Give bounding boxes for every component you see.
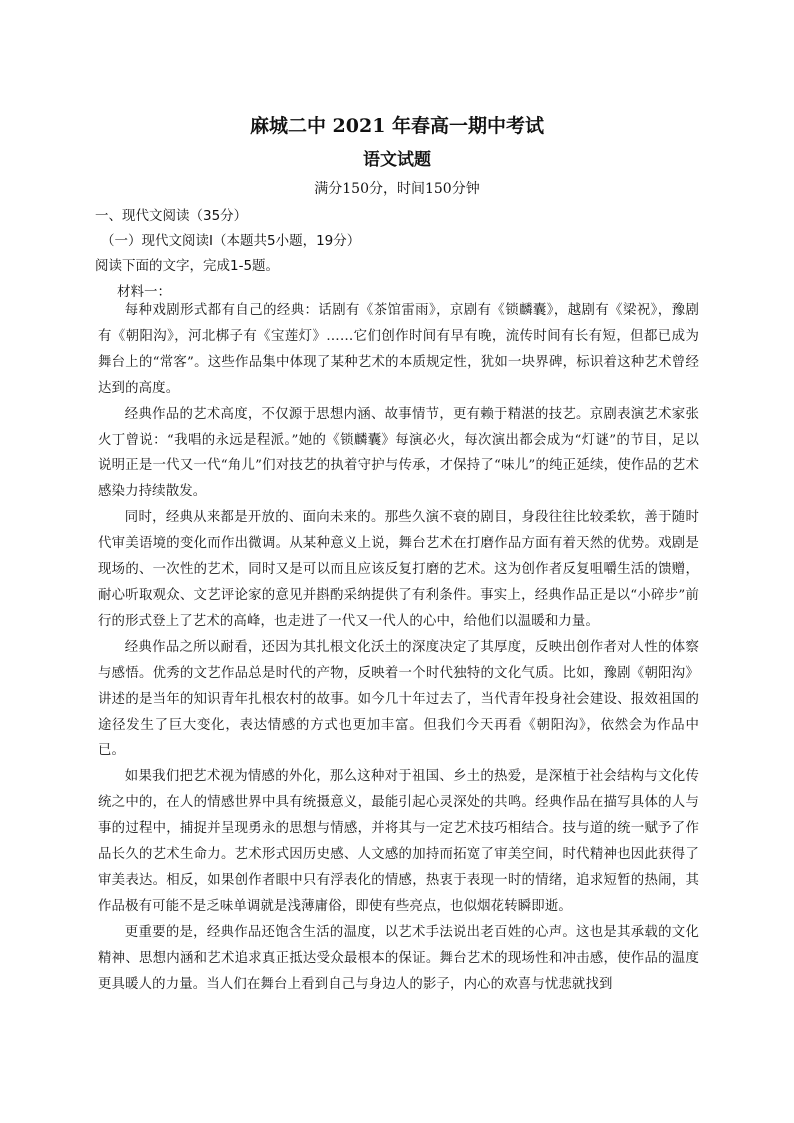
passage-paragraph: 经典作品的艺术高度，不仅源于思想内涵、故事情节，更有赖于精湛的技艺。京剧表演艺术家张火丁曾说：“我唱的永远是程派。”她的《锁麟囊》每演必火，每次演出都会成为“灯谜”的节目，足以说明正是一代又一代“角儿”们对技艺的执着守护与传承，才保持了“味儿”的纯正延续，使作品的艺术感染力持续散发。 bbox=[98, 406, 699, 500]
exam-info: 满分150分，时间150分钟 bbox=[314, 181, 480, 197]
passage-paragraph: 更重要的是，经典作品还饱含生活的温度，以艺术手法说出老百姓的心声。这也是其承载的文化精神、思想内涵和艺术追求真正抵达受众最根本的保证。舞台艺术的现场性和冲击感，使作品的温度更具暖人的力量。当人们在舞台上看到自己与身边人的影子，内心的欢喜与忧悲就找到 bbox=[98, 924, 699, 992]
passage-paragraph: 经典作品之所以耐看，还因为其扎根文化沃土的深度决定了其厚度，反映出创作者对人性的体察与感悟。优秀的文艺作品总是时代的产物，反映着一个时代独特的文化气质。比如，豫剧《朝阳沟》讲述的是当年的知识青年扎根农村的故事。如今几十年过去了，当代青年投身社会建设、报效祖国的途径发生了巨大变化，表达情感的方式也更加丰富。但我们今天再看《朝阳沟》，依然会为作品中已。 bbox=[98, 639, 699, 759]
reading-passage bbox=[98, 298, 699, 997]
material-label: 材料一： bbox=[117, 284, 171, 300]
passage-paragraph: 每种戏剧形式都有自己的经典：话剧有《茶馆雷雨》，京剧有《锁麟囊》，越剧有《梁祝》，豫剧有《朝阳沟》，河北梆子有《宝莲灯》……它们创作时间有早有晚，流传时间有长有短，但都已成为舞台上的“常客”。这些作品集中体现了某种艺术的本质规定性，犹如一块界碑，标识着这种艺术曾经达到的高度。 bbox=[98, 303, 699, 396]
subject-title: 语文试题 bbox=[363, 150, 431, 170]
subsection-heading: （一）现代文阅读Ⅰ（本题共5小题，19分） bbox=[101, 233, 361, 249]
passage-paragraph: 如果我们把艺术视为情感的外化，那么这种对于祖国、乡土的热爱，是深植于社会结构与文化传统之中的，在人的情感世界中具有统摄意义，最能引起心灵深处的共鸣。经典作品在描写具体的人与事的过程中，捕捉并呈现勇永的思想与情感，并将其与一定艺术技巧相结合。技与道的统一赋予了作品长久的艺术生命力。艺术形式因历史感、人文感的加持而拓宽了审美空间，时代精神也因此获得了审美表达。相反，如果创作者眼中只有浮表化的情感，热衷于表现一时的情绪，追求短暂的热闹，其作品极有可能不是乏味单调就是浅薄庸俗，即使有些亮点，也似烟花转瞬即逝。 bbox=[98, 769, 699, 914]
section-heading: 一、现代文阅读（35分） bbox=[95, 208, 248, 224]
exam-title: 麻城二中 2021 年春高一期中考试 bbox=[249, 115, 545, 137]
passage-paragraph: 同时，经典从来都是开放的、面向未来的。那些久演不衰的剧目，身段往往比较柔软，善于随时代审美语境的变化而作出微调。从某种意义上说，舞台艺术在打磨作品方面有着天然的优势。戏剧是现场的、一次性的艺术，同时又是可以而且应该反复打磨的艺术。这为创作者反复咀嚼生活的馈赠，耐心听取观众、文艺评论家的意见并斟酌采纳提供了有利条件。事实上，经典作品正是以“小碎步”前行的形式登上了艺术的高峰，也走进了一代又一代人的心中，给他们以温暖和力量。 bbox=[98, 510, 699, 629]
reading-instruction: 阅读下面的文字，完成1-5题。 bbox=[95, 258, 280, 274]
